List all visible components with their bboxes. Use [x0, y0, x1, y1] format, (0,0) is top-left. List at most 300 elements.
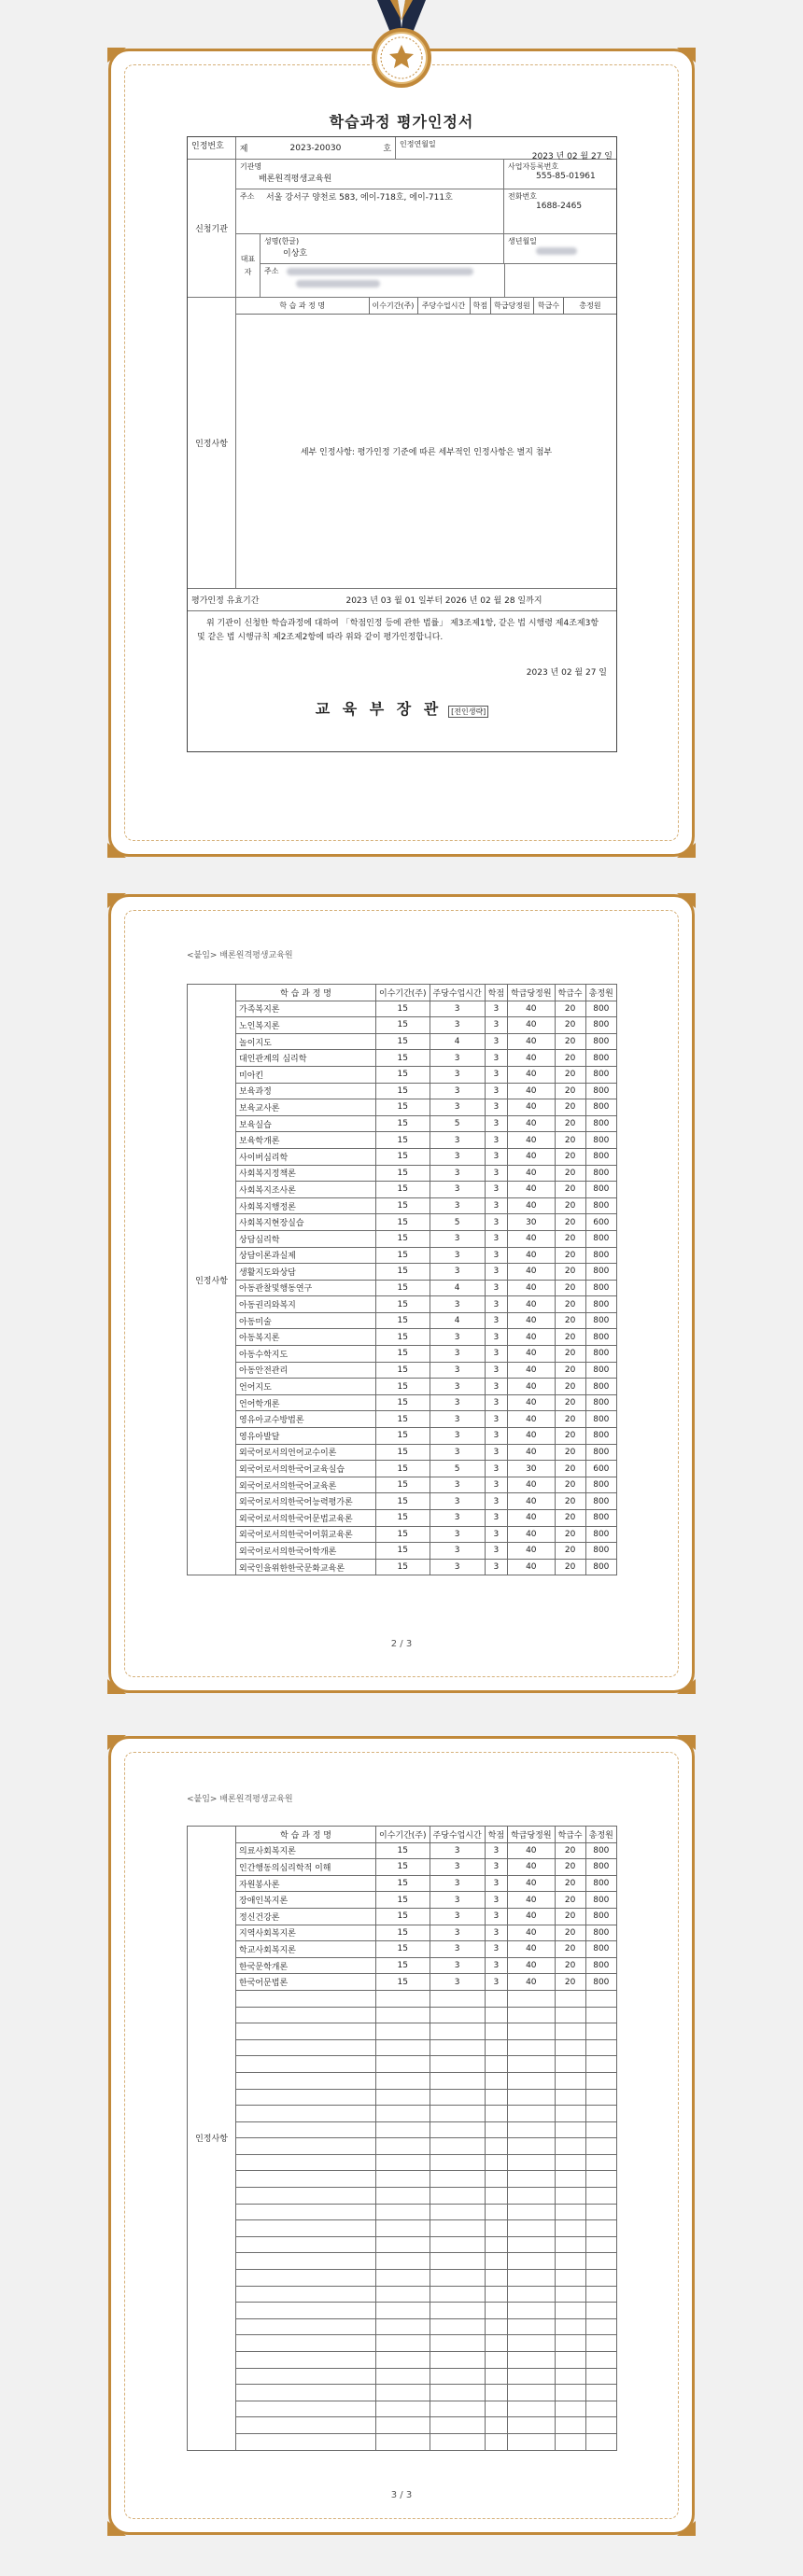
empty-cell: [508, 2007, 555, 2023]
table-row: [188, 1842, 617, 1859]
table-row: [188, 1329, 617, 1346]
empty-cell: [236, 2121, 376, 2138]
empty-cell: [555, 2401, 585, 2417]
empty-cell: [236, 2220, 376, 2237]
course-header-table: [236, 298, 616, 315]
table-cell: 800: [585, 1312, 616, 1329]
table-cell: 15: [376, 1099, 430, 1116]
empty-cell: [585, 2007, 616, 2023]
table-cell: 영유아교수방법론: [236, 1411, 376, 1428]
table-cell: 의료사회복지론: [236, 1842, 376, 1859]
empty-cell: [236, 2039, 376, 2056]
empty-cell: [430, 2056, 485, 2073]
table-row: [188, 2352, 617, 2369]
table-cell: 장애인복지론: [236, 1892, 376, 1909]
rep-name-label: 성명(한글): [264, 237, 300, 245]
page-number-3: 3 / 3: [390, 2490, 413, 2500]
table-cell: 40: [508, 1974, 555, 1991]
table-row: [188, 2335, 617, 2352]
empty-cell: [485, 2286, 507, 2303]
empty-cell: [430, 2236, 485, 2253]
table-row: [188, 2121, 617, 2138]
table-cell: 15: [376, 1875, 430, 1892]
table-cell: 800: [585, 1941, 616, 1958]
empty-cell: [585, 2433, 616, 2450]
empty-cell: [376, 2385, 430, 2401]
empty-cell: [376, 2204, 430, 2220]
cert-no-prefix: 제: [239, 145, 248, 154]
empty-cell: [376, 2039, 430, 2056]
empty-cell: [430, 2368, 485, 2385]
empty-cell: [485, 2352, 507, 2369]
empty-cell: [555, 2385, 585, 2401]
empty-cell: [236, 2204, 376, 2220]
biz-no: 555-85-01961: [536, 172, 596, 181]
empty-cell: [585, 2106, 616, 2122]
empty-cell: [508, 2106, 555, 2122]
table-cell: 3: [430, 1510, 485, 1527]
table-row: [188, 1526, 617, 1543]
empty-cell: [236, 2417, 376, 2434]
empty-cell: [555, 2121, 585, 2138]
empty-cell: [555, 2007, 585, 2023]
empty-cell: [555, 2089, 585, 2106]
empty-cell: [508, 2385, 555, 2401]
table-row: [188, 1957, 617, 1974]
table-cell: 800: [585, 1346, 616, 1363]
org-name: 배론원격평생교육원: [259, 175, 332, 184]
table-cell: 600: [585, 1214, 616, 1231]
page-number-2: 2 / 3: [390, 1639, 413, 1649]
table-cell: 3: [430, 1165, 485, 1182]
empty-cell: [508, 2188, 555, 2205]
table-cell: 3: [430, 1050, 485, 1067]
cert-date-label: 인정연월일: [400, 140, 436, 148]
table-cell: 한국어문법론: [236, 1974, 376, 1991]
empty-cell: [376, 2286, 430, 2303]
table-cell: 3: [485, 1083, 507, 1099]
table-cell: 3: [485, 1974, 507, 1991]
issue-date: 2023 년 02 월 27 일: [526, 668, 607, 678]
table-cell: 20: [555, 1444, 585, 1461]
table-cell: 3: [430, 1264, 485, 1281]
empty-cell: [508, 2023, 555, 2040]
table-cell: 20: [555, 1197, 585, 1214]
biz-no-label: 사업자등록번호: [508, 162, 559, 171]
table-row: [188, 1148, 617, 1165]
header-cell: 학급수: [555, 1827, 585, 1843]
table-cell: 15: [376, 1362, 430, 1379]
table-row: [188, 1264, 617, 1281]
table-cell: 800: [585, 1264, 616, 1281]
table-row: [188, 1908, 617, 1925]
empty-cell: [485, 2188, 507, 2205]
table-row: [188, 2072, 617, 2089]
empty-cell: [376, 2138, 430, 2155]
table-cell: 3: [485, 1362, 507, 1379]
empty-cell: [430, 2335, 485, 2352]
table-row: [188, 2089, 617, 2106]
table-cell: 상담이론과실제: [236, 1247, 376, 1264]
table-cell: 사회복지현장실습: [236, 1214, 376, 1231]
table-cell: 학교사회복지론: [236, 1941, 376, 1958]
empty-cell: [508, 2089, 555, 2106]
empty-cell: [430, 2220, 485, 2237]
empty-cell: [555, 2417, 585, 2434]
empty-cell: [430, 2253, 485, 2270]
table-cell: 외국어로서의한국어어휘교육론: [236, 1526, 376, 1543]
table-cell: 800: [585, 1477, 616, 1493]
empty-cell: [376, 2318, 430, 2335]
table-cell: 보육과정: [236, 1083, 376, 1099]
table-cell: 40: [508, 1875, 555, 1892]
table-cell: 3: [485, 1280, 507, 1296]
empty-cell: [376, 2188, 430, 2205]
table-row: [188, 1493, 617, 1510]
table-cell: 40: [508, 1312, 555, 1329]
empty-cell: [376, 2171, 430, 2188]
table-cell: 15: [376, 1197, 430, 1214]
table-cell: 15: [376, 1115, 430, 1132]
empty-cell: [376, 2433, 430, 2450]
table-cell: 15: [376, 1165, 430, 1182]
table-cell: 800: [585, 1859, 616, 1876]
table-cell: 3: [485, 1214, 507, 1231]
empty-cell: [555, 2220, 585, 2237]
empty-cell: [585, 2401, 616, 2417]
empty-cell: [236, 2385, 376, 2401]
table-row: [188, 1892, 617, 1909]
table-cell: 20: [555, 1461, 585, 1477]
table-row: [188, 1941, 617, 1958]
rep-addr-label: 주소: [264, 267, 279, 275]
table-cell: 3: [430, 1182, 485, 1198]
empty-cell: [555, 2039, 585, 2056]
empty-cell: [585, 2385, 616, 2401]
empty-cell: [236, 2089, 376, 2106]
col-credits: 학점: [470, 298, 490, 315]
table-cell: 상담심리학: [236, 1230, 376, 1247]
table-cell: 40: [508, 1957, 555, 1974]
table-row: [188, 2286, 617, 2303]
table-cell: 15: [376, 1182, 430, 1198]
table-cell: 3: [485, 1132, 507, 1149]
table-cell: 20: [555, 1148, 585, 1165]
table-cell: 3: [485, 1493, 507, 1510]
table-row: [188, 1296, 617, 1313]
empty-cell: [585, 2335, 616, 2352]
empty-cell: [236, 2335, 376, 2352]
empty-cell: [430, 2433, 485, 2450]
table-cell: 아동관찰및행동연구: [236, 1280, 376, 1296]
table-cell: 800: [585, 1842, 616, 1859]
table-cell: 20: [555, 1296, 585, 1313]
table-cell: 15: [376, 1280, 430, 1296]
course-table-page-2: [187, 984, 617, 1575]
empty-cell: [430, 1990, 485, 2007]
table-cell: 15: [376, 1543, 430, 1560]
approval-note: 세부 인정사항: 평가인정 기준에 따른 세부적인 인정사항은 별지 첨부: [300, 448, 553, 458]
table-row: [188, 1925, 617, 1941]
table-cell: 20: [555, 1033, 585, 1050]
col-capacity: 학급당정원: [490, 298, 533, 315]
empty-cell: [485, 2270, 507, 2287]
table-cell: 20: [555, 1346, 585, 1363]
table-cell: 5: [430, 1115, 485, 1132]
table-cell: 40: [508, 1925, 555, 1941]
empty-cell: [236, 2286, 376, 2303]
table-cell: 외국어로서의한국어교육실습: [236, 1461, 376, 1477]
empty-cell: [508, 2039, 555, 2056]
table-cell: 20: [555, 1001, 585, 1017]
empty-cell: [485, 2121, 507, 2138]
institution-label: 신청기관: [188, 160, 236, 297]
table-row: [188, 1990, 617, 2007]
empty-cell: [508, 2303, 555, 2319]
table-cell: 800: [585, 1066, 616, 1083]
table-row: [188, 2368, 617, 2385]
table-cell: 15: [376, 1974, 430, 1991]
table-cell: 40: [508, 1493, 555, 1510]
table-cell: 3: [485, 1230, 507, 1247]
header-cell: 이수기간(주): [376, 985, 430, 1001]
empty-cell: [508, 2270, 555, 2287]
table-row: [188, 1428, 617, 1445]
empty-cell: [508, 2171, 555, 2188]
empty-cell: [485, 2417, 507, 2434]
table-cell: 3: [430, 1083, 485, 1099]
table-cell: 3: [485, 1510, 507, 1527]
table-row: [188, 1001, 617, 1017]
cert-date: 2023 년 02 월 27 일: [531, 152, 613, 161]
table-cell: 40: [508, 1099, 555, 1116]
table-cell: 800: [585, 1875, 616, 1892]
validity-label: 평가인정 유효기간: [191, 596, 260, 606]
table-cell: 3: [430, 1875, 485, 1892]
table-cell: 3: [485, 1017, 507, 1034]
table-cell: 20: [555, 1280, 585, 1296]
table-cell: 외국어로서의한국어교육론: [236, 1477, 376, 1493]
table-cell: 40: [508, 1559, 555, 1575]
table-cell: 20: [555, 1050, 585, 1067]
empty-cell: [430, 2270, 485, 2287]
empty-cell: [508, 2401, 555, 2417]
table-cell: 보육교사론: [236, 1099, 376, 1116]
approval-side-label: 인정사항: [188, 985, 236, 1575]
empty-cell: [430, 2106, 485, 2122]
table-row: [188, 2318, 617, 2335]
table-cell: 3: [485, 1957, 507, 1974]
table-row: [188, 2433, 617, 2450]
table-cell: 3: [430, 1925, 485, 1941]
table-cell: 3: [485, 1394, 507, 1411]
empty-cell: [236, 2318, 376, 2335]
table-cell: 3: [430, 1543, 485, 1560]
empty-cell: [585, 2171, 616, 2188]
table-cell: 3: [485, 1247, 507, 1264]
table-cell: 3: [485, 1001, 507, 1017]
table-row: [188, 1280, 617, 1296]
header-cell: 학점: [485, 985, 507, 1001]
table-cell: 3: [430, 1493, 485, 1510]
empty-cell: [585, 2417, 616, 2434]
empty-cell: [585, 2039, 616, 2056]
table-cell: 생활지도와상담: [236, 1264, 376, 1281]
empty-cell: [236, 2106, 376, 2122]
table-cell: 20: [555, 1099, 585, 1116]
empty-cell: [376, 2007, 430, 2023]
header-cell: 학 습 과 정 명: [236, 985, 376, 1001]
table-cell: 4: [430, 1280, 485, 1296]
table-cell: 800: [585, 1362, 616, 1379]
header-cell: 주당수업시간: [430, 1827, 485, 1843]
table-cell: 15: [376, 1461, 430, 1477]
table-cell: 3: [430, 1066, 485, 1083]
table-cell: 15: [376, 1214, 430, 1231]
header-cell: 학급수: [555, 985, 585, 1001]
empty-cell: [585, 2204, 616, 2220]
empty-cell: [376, 2253, 430, 2270]
header-cell: 학점: [485, 1827, 507, 1843]
table-row: [188, 1165, 617, 1182]
table-cell: 미아킨: [236, 1066, 376, 1083]
empty-cell: [430, 2171, 485, 2188]
table-row: [188, 1559, 617, 1575]
table-cell: 3: [430, 1859, 485, 1876]
table-cell: 15: [376, 1050, 430, 1067]
table-cell: 40: [508, 1066, 555, 1083]
table-cell: 15: [376, 1559, 430, 1575]
table-cell: 800: [585, 1148, 616, 1165]
table-cell: 20: [555, 1559, 585, 1575]
table-cell: 20: [555, 1875, 585, 1892]
col-course-name: 학 습 과 정 명: [236, 298, 369, 315]
table-cell: 800: [585, 1296, 616, 1313]
empty-cell: [376, 2106, 430, 2122]
table-cell: 15: [376, 1925, 430, 1941]
empty-cell: [555, 2138, 585, 2155]
table-cell: 15: [376, 1908, 430, 1925]
table-cell: 언어지도: [236, 1379, 376, 1395]
table-cell: 20: [555, 1329, 585, 1346]
empty-cell: [585, 2056, 616, 2073]
empty-cell: [236, 2401, 376, 2417]
table-cell: 40: [508, 1017, 555, 1034]
table-cell: 3: [430, 1148, 485, 1165]
empty-cell: [508, 2368, 555, 2385]
empty-cell: [376, 2154, 430, 2171]
empty-cell: [485, 2154, 507, 2171]
empty-cell: [485, 2401, 507, 2417]
empty-cell: [555, 2335, 585, 2352]
redacted-address-2: [296, 280, 380, 287]
table-cell: 한국문학개론: [236, 1957, 376, 1974]
empty-cell: [236, 2368, 376, 2385]
col-classes: 학급수: [533, 298, 563, 315]
table-row: [188, 2303, 617, 2319]
table-cell: 15: [376, 1329, 430, 1346]
table-row: [188, 1247, 617, 1264]
table-cell: 20: [555, 1066, 585, 1083]
table-cell: 15: [376, 1411, 430, 1428]
empty-cell: [430, 2188, 485, 2205]
empty-cell: [236, 2007, 376, 2023]
empty-cell: [485, 2236, 507, 2253]
table-cell: 20: [555, 1230, 585, 1247]
table-cell: 3: [430, 1362, 485, 1379]
empty-cell: [508, 2335, 555, 2352]
table-row: [188, 2106, 617, 2122]
table-cell: 20: [555, 1362, 585, 1379]
table-cell: 3: [430, 1379, 485, 1395]
empty-cell: [555, 2352, 585, 2369]
table-cell: 40: [508, 1842, 555, 1859]
table-cell: 30: [508, 1214, 555, 1231]
table-row: [188, 1099, 617, 1116]
empty-cell: [555, 2188, 585, 2205]
table-cell: 40: [508, 1329, 555, 1346]
table-cell: 15: [376, 1859, 430, 1876]
table-row: [188, 2253, 617, 2270]
empty-cell: [485, 2106, 507, 2122]
empty-cell: [485, 2007, 507, 2023]
table-cell: 40: [508, 1892, 555, 1909]
table-cell: 3: [485, 1329, 507, 1346]
empty-cell: [555, 2056, 585, 2073]
table-cell: 15: [376, 1230, 430, 1247]
table-row: [188, 1066, 617, 1083]
table-cell: 3: [430, 1017, 485, 1034]
table-cell: 800: [585, 1115, 616, 1132]
issuer: 교 육 부 장 관: [315, 700, 443, 718]
empty-cell: [485, 2368, 507, 2385]
empty-cell: [376, 2270, 430, 2287]
table-cell: 20: [555, 1214, 585, 1231]
empty-cell: [585, 2089, 616, 2106]
table-cell: 20: [555, 1957, 585, 1974]
empty-cell: [485, 2220, 507, 2237]
table-cell: 3: [485, 1444, 507, 1461]
empty-cell: [376, 2417, 430, 2434]
table-cell: 800: [585, 1510, 616, 1527]
empty-cell: [236, 2352, 376, 2369]
table-cell: 20: [555, 1510, 585, 1527]
table-row: [188, 1510, 617, 1527]
address: 서울 강서구 양천로 583, 에이-718호, 에이-711호: [266, 193, 453, 203]
table-cell: 보육학개론: [236, 1132, 376, 1149]
table-cell: 15: [376, 1526, 430, 1543]
empty-cell: [585, 2270, 616, 2287]
empty-cell: [430, 2303, 485, 2319]
empty-cell: [555, 2433, 585, 2450]
empty-cell: [555, 2270, 585, 2287]
table-cell: 20: [555, 1892, 585, 1909]
table-row: [188, 1214, 617, 1231]
empty-cell: [585, 2286, 616, 2303]
table-cell: 3: [485, 1264, 507, 1281]
table-cell: 3: [485, 1859, 507, 1876]
table-row: [188, 1461, 617, 1477]
table-cell: 15: [376, 1066, 430, 1083]
empty-cell: [430, 2154, 485, 2171]
page-title: 학습과정 평가인정서: [329, 113, 474, 131]
phone-label: 전화번호: [508, 192, 537, 201]
empty-cell: [430, 2401, 485, 2417]
table-cell: 20: [555, 1859, 585, 1876]
table-row: [188, 2270, 617, 2287]
empty-cell: [430, 2286, 485, 2303]
table-cell: 40: [508, 1543, 555, 1560]
